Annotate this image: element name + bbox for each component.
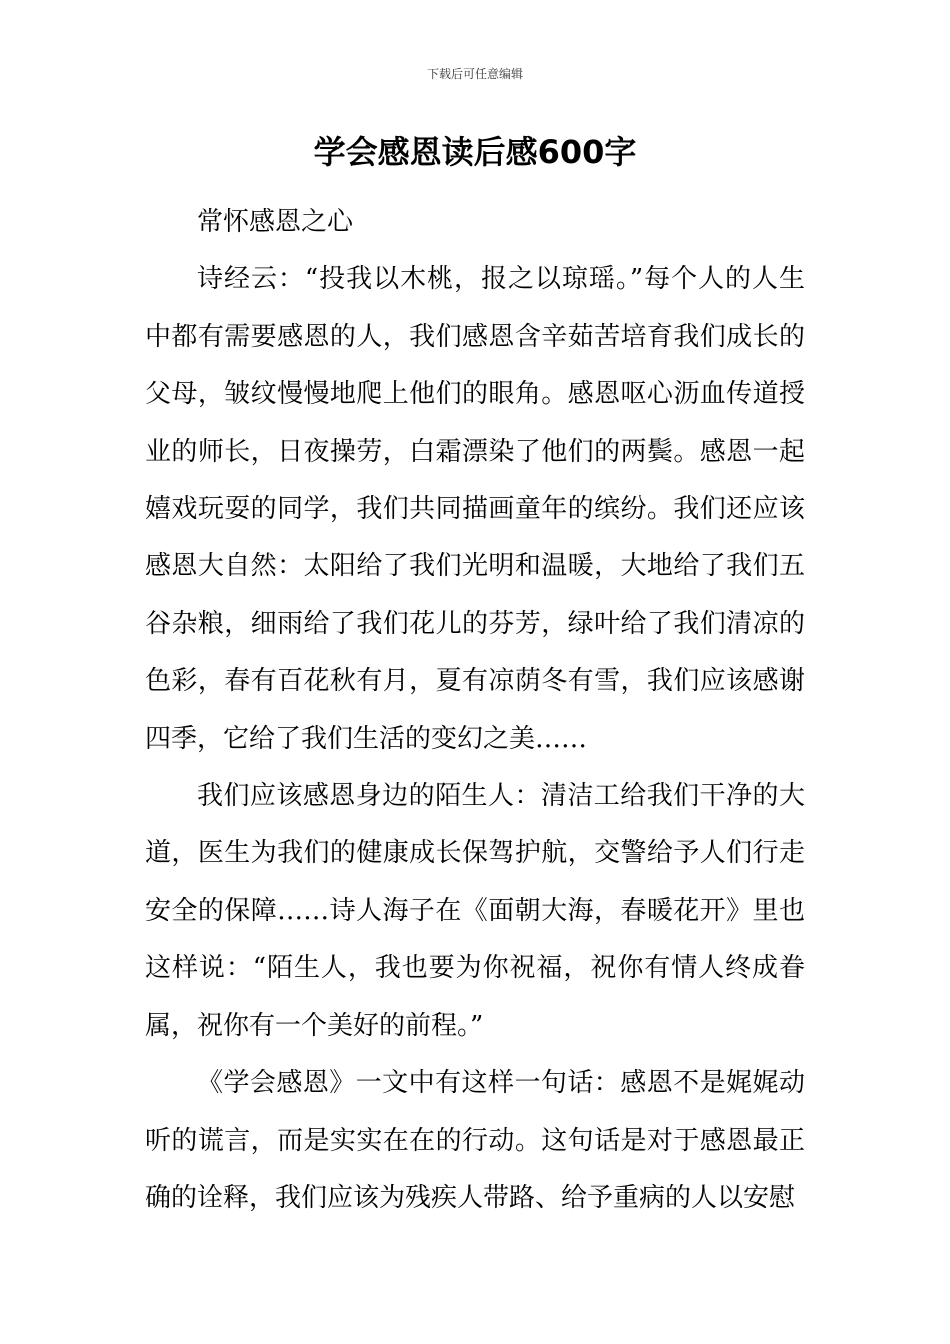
- paragraph: 诗经云：“投我以木桃，报之以琼瑶。”每个人的人生中都有需要感恩的人，我们感恩含辛茹苦培育我们成长的父母，皱纹慢慢地爬上他们的眼角。感恩呕心沥血传道授业的师长，日夜操劳，白霜漂染了他们的两鬓。感恩一起嬉戏玩耍的同学，我们共同描画童年的缤纷。我们还应该感恩大自然：太阳给了我们光明和温暖，大地给了我们五谷杂粮，细雨给了我们花儿的芬芳，绿叶给了我们清凉的色彩，春有百花秋有月，夏有凉荫冬有雪，我们应该感谢四季，它给了我们生活的变幻之美……: [145, 264, 805, 754]
- paragraph: 我们应该感恩身边的陌生人：清洁工给我们干净的大道，医生为我们的健康成长保驾护航，交警给予人们行走安全的保障……诗人海子在《面朝大海，春暖花开》里也这样说：“陌生人，我也要为你祝福，祝你有情人终成眷属，祝你有一个美好的前程。”: [145, 781, 805, 1041]
- document-title: 学会感恩读后感600字: [313, 133, 637, 171]
- paragraph: 《学会感恩》一文中有这样一句话：感恩不是娓娓动听的谎言，而是实实在在的行动。这句话是对于感恩最正确的诠释，我们应该为残疾人带路、给予重病的人以安慰: [145, 1068, 805, 1213]
- paragraph-subtitle: 常怀感恩之心: [197, 207, 354, 237]
- document-body: [145, 194, 805, 1227]
- header-note: 下载后可任意编辑: [426, 67, 523, 81]
